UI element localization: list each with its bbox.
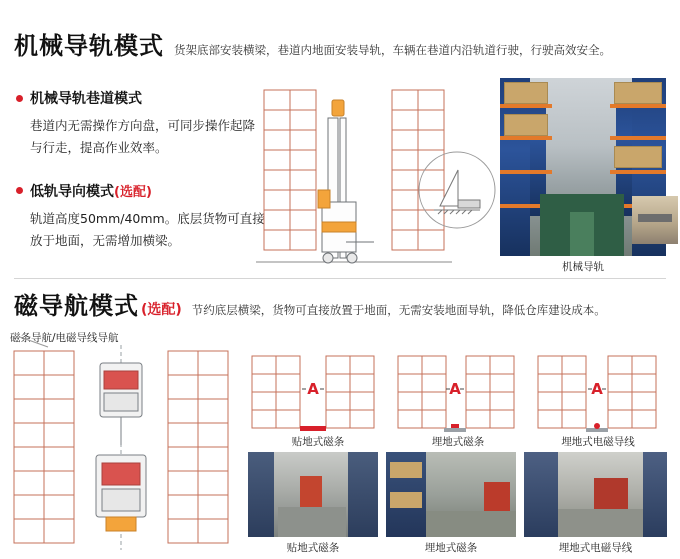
rack-beam xyxy=(500,136,552,140)
pallet-load xyxy=(504,82,548,104)
diagram-mark-a: A xyxy=(591,380,603,398)
photo-embedded-magnetic-strip xyxy=(386,452,516,554)
diagram-caption: 埋地式电磁导线 xyxy=(561,436,635,448)
photo-caption: 埋地式磁条 xyxy=(424,542,478,554)
rack-beam xyxy=(610,136,666,140)
rack-column xyxy=(248,452,274,537)
pallet-load xyxy=(390,492,422,508)
magnetic-nav-label: 磁条导航/电磁导线导航 xyxy=(10,332,119,344)
magnetic-navigation-topview-diagram xyxy=(8,345,238,550)
magnetic-guidance-options-diagram xyxy=(248,352,668,444)
rack-beam xyxy=(610,170,666,174)
photo-caption: 机械导轨 xyxy=(562,261,604,273)
pallet-load xyxy=(390,462,422,478)
section1-subtitle: 货架底部安装横梁，巷道内地面安装导轨，车辆在巷道内沿轨道行驶，行驶高效安全。 xyxy=(174,43,611,57)
bullet-title-text: 低轨导向模式 xyxy=(30,183,114,200)
diagram-mark-a: A xyxy=(449,380,461,398)
rack-beam xyxy=(500,170,552,174)
rack-column xyxy=(524,452,558,537)
bullet-title-text: 机械导轨巷道模式 xyxy=(30,91,142,107)
pallet-load xyxy=(614,146,662,168)
floor xyxy=(278,507,346,537)
bullet-item xyxy=(16,181,266,252)
diagram-mark-a: A xyxy=(307,380,319,398)
floor xyxy=(558,509,643,537)
section2-header xyxy=(14,286,669,321)
section2-title: 磁导航模式 xyxy=(14,292,139,320)
bullet-title-row xyxy=(16,88,266,108)
racking-schematic-diagram xyxy=(252,82,497,272)
section1-title: 机械导轨模式 xyxy=(14,32,164,60)
bullet-body-text: 巷道内无需操作方向盘，可同步操作起降与行走，提高作业效率。 xyxy=(30,118,256,155)
section1-bullet-list xyxy=(16,88,266,274)
bullet-body-text: 轨道高度50mm/40mm。底层货物可直接放于地面，无需增加横梁。 xyxy=(30,210,265,248)
section2-subtitle: 节约底层横梁，货物可直接放置于地面，无需安装地面导轨，降低仓库建设成本。 xyxy=(191,303,606,317)
photo-caption: 贴地式磁条 xyxy=(286,542,340,554)
diagram-caption-row xyxy=(248,434,668,449)
rack-column xyxy=(348,452,378,537)
section2-optional-tag: (选配) xyxy=(141,302,182,318)
aisle-floor-highlight xyxy=(570,212,594,256)
pallet-load xyxy=(504,114,548,136)
photo-caption: 埋地式电磁导线 xyxy=(558,542,633,554)
pallet-load xyxy=(614,82,662,104)
rail-bar xyxy=(638,214,672,222)
rack-beam xyxy=(610,104,666,108)
bullet-item xyxy=(16,88,266,159)
section1-header xyxy=(14,26,664,61)
floor xyxy=(426,511,516,537)
photo-embedded-electromagnetic-wire xyxy=(524,452,667,554)
bullet-dot-icon xyxy=(16,95,23,102)
bullet-optional-tag: (选配) xyxy=(114,185,152,201)
photo-surface-magnetic-strip xyxy=(248,452,378,554)
section-divider xyxy=(14,278,666,279)
rack-column xyxy=(643,452,667,537)
bullet-dot-icon xyxy=(16,187,23,194)
diagram-caption: 埋地式磁条 xyxy=(431,436,485,448)
rack-beam xyxy=(500,104,552,108)
diagram-caption: 贴地式磁条 xyxy=(291,436,345,448)
mechanical-rail-photo xyxy=(632,196,678,244)
bullet-title-row xyxy=(16,181,266,201)
